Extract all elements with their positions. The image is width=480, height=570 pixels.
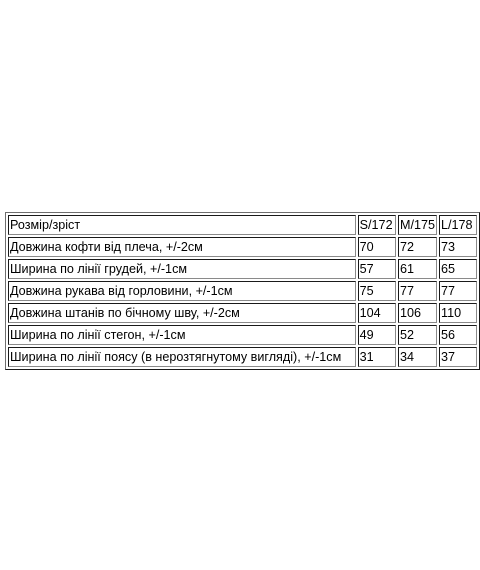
header-cell-l: L/178 xyxy=(439,215,477,235)
cell-value-m: 77 xyxy=(398,281,437,301)
row-label: Ширина по лінії поясу (в нерозтягнутому вигляді), +/-1см xyxy=(8,347,356,367)
cell-value-l: 37 xyxy=(439,347,477,367)
cell-value-s: 31 xyxy=(358,347,396,367)
table-row xyxy=(8,259,477,279)
cell-value-m: 52 xyxy=(398,325,437,345)
cell-value-s: 49 xyxy=(358,325,396,345)
cell-value-m: 72 xyxy=(398,237,437,257)
row-label: Довжина рукава від горловини, +/-1см xyxy=(8,281,356,301)
table-row xyxy=(8,347,477,367)
header-cell-s: S/172 xyxy=(358,215,396,235)
header-cell-m: M/175 xyxy=(398,215,437,235)
header-cell-size-height: Розмір/зріст xyxy=(8,215,356,235)
cell-value-s: 70 xyxy=(358,237,396,257)
row-label: Ширина по лінії грудей, +/-1см xyxy=(8,259,356,279)
cell-value-m: 34 xyxy=(398,347,437,367)
table-row xyxy=(8,325,477,345)
table-row xyxy=(8,237,477,257)
cell-value-m: 106 xyxy=(398,303,437,323)
table-row xyxy=(8,281,477,301)
cell-value-l: 65 xyxy=(439,259,477,279)
cell-value-l: 77 xyxy=(439,281,477,301)
row-label: Довжина кофти від плеча, +/-2см xyxy=(8,237,356,257)
row-label: Ширина по лінії стегон, +/-1см xyxy=(8,325,356,345)
cell-value-s: 75 xyxy=(358,281,396,301)
cell-value-s: 104 xyxy=(358,303,396,323)
cell-value-m: 61 xyxy=(398,259,437,279)
cell-value-l: 73 xyxy=(439,237,477,257)
table-header-row xyxy=(8,215,477,235)
cell-value-l: 56 xyxy=(439,325,477,345)
table-row xyxy=(8,303,477,323)
row-label: Довжина штанів по бічному шву, +/-2см xyxy=(8,303,356,323)
cell-value-s: 57 xyxy=(358,259,396,279)
size-chart-container xyxy=(5,212,480,370)
size-chart-table xyxy=(5,212,480,370)
cell-value-l: 110 xyxy=(439,303,477,323)
